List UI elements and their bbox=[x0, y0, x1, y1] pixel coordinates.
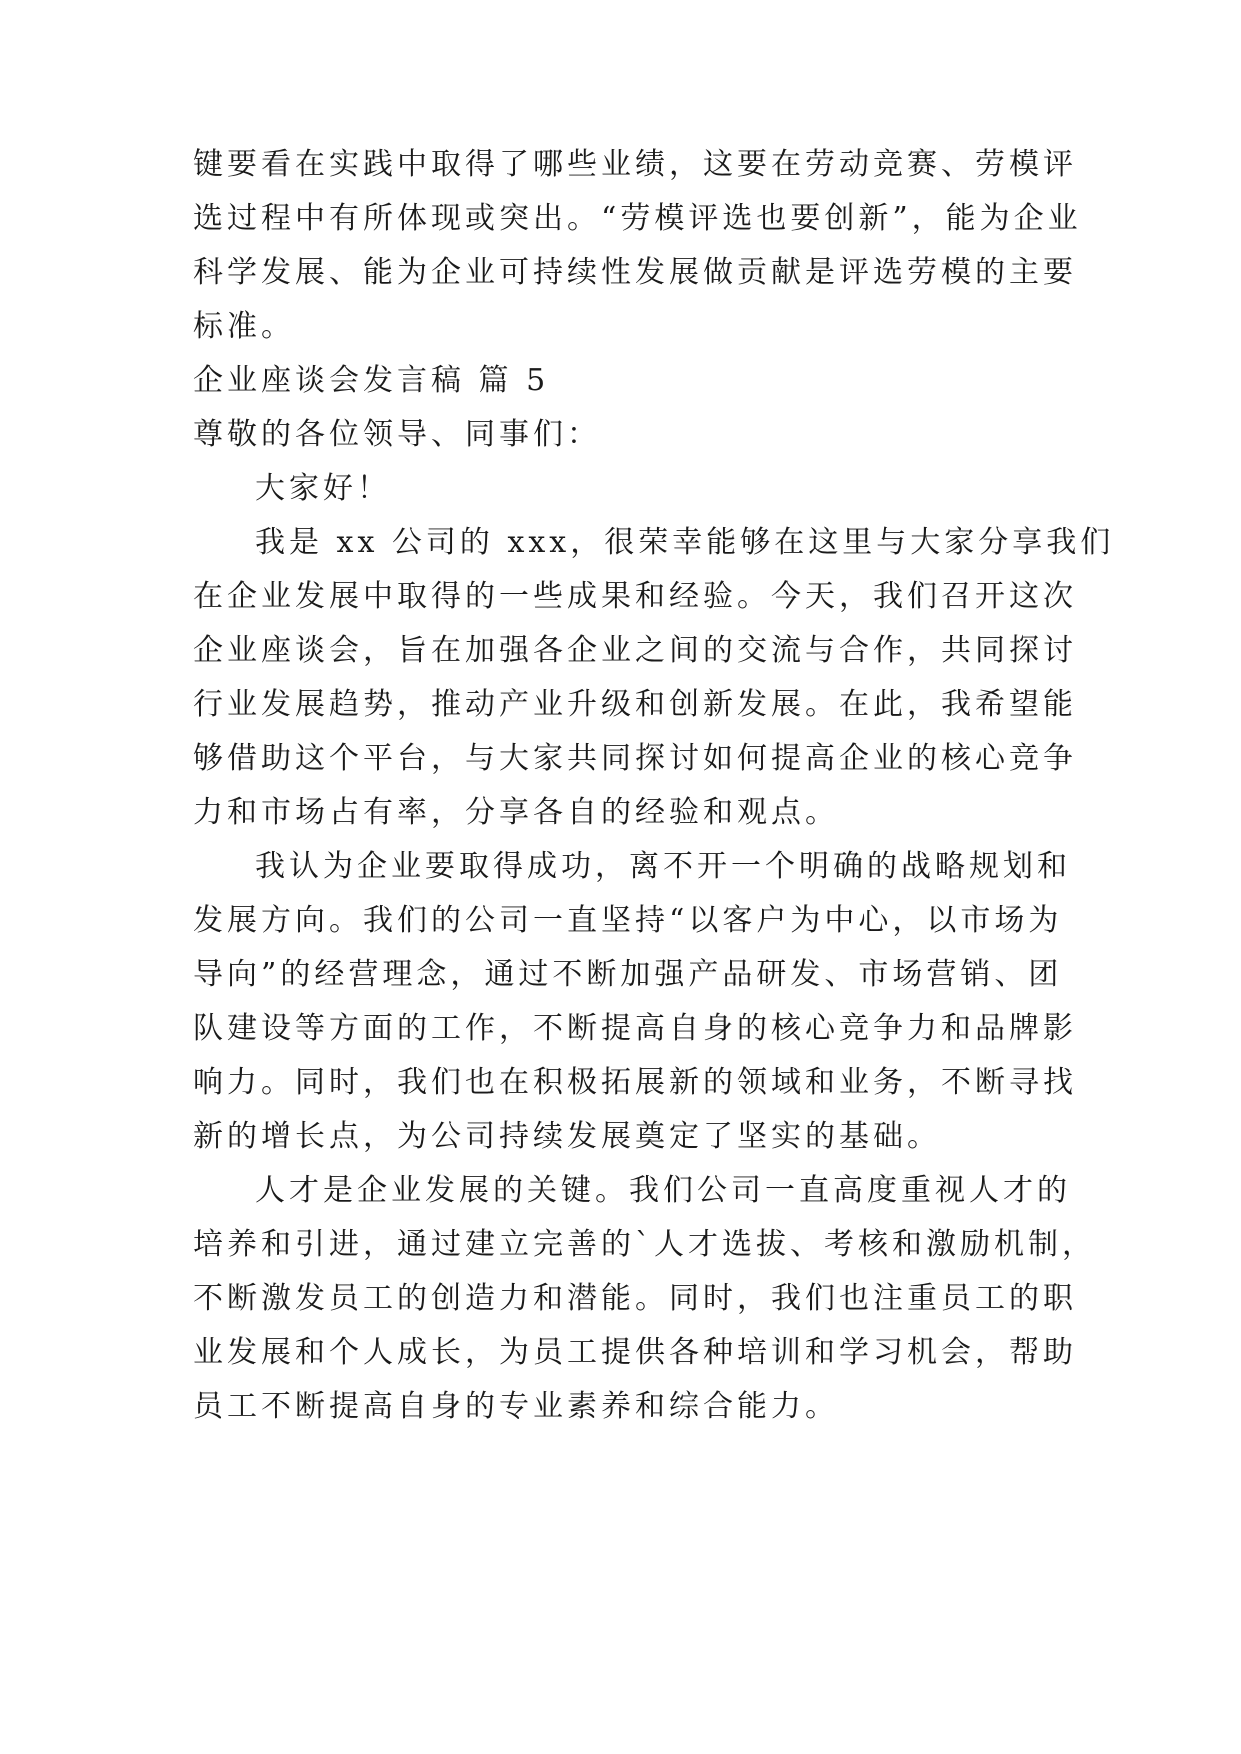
text-line: 选过程中有所体现或突出。“劳模评选也要创新”，能为企业 bbox=[193, 201, 1082, 236]
paragraph-line: 力和市场占有率，分享各自的经验和观点。 bbox=[193, 795, 839, 830]
paragraph-line: 人才是企业发展的关键。我们公司一直高度重视人才的 bbox=[255, 1173, 1071, 1208]
paragraph-line: 发展方向。我们的公司一直坚持“以客户为中心，以市场为 bbox=[193, 903, 1063, 938]
paragraph-line: 业发展和个人成长，为员工提供各种培训和学习机会，帮助 bbox=[193, 1335, 1077, 1370]
salutation: 尊敬的各位领导、同事们： bbox=[193, 417, 601, 452]
paragraph-line: 行业发展趋势，推动产业升级和创新发展。在此，我希望能 bbox=[193, 687, 1077, 722]
text-line: 键要看在实践中取得了哪些业绩，这要在劳动竞赛、劳模评 bbox=[193, 147, 1077, 182]
section-title: 企业座谈会发言稿 篇 5 bbox=[193, 363, 550, 398]
paragraph-line: 培养和引进，通过建立完善的`人才选拔、考核和激励机制， bbox=[193, 1227, 1096, 1262]
paragraph-line: 队建设等方面的工作，不断提高自身的核心竞争力和品牌影 bbox=[193, 1011, 1077, 1046]
paragraph-line: 新的增长点，为公司持续发展奠定了坚实的基础。 bbox=[193, 1119, 941, 1154]
paragraph-line: 响力。同时，我们也在积极拓展新的领域和业务，不断寻找 bbox=[193, 1065, 1077, 1100]
paragraph-line: 我是 xx 公司的 xxx，很荣幸能够在这里与大家分享我们 bbox=[255, 525, 1115, 560]
paragraph-line: 导向”的经营理念，通过不断加强产品研发、市场营销、团 bbox=[193, 957, 1063, 992]
paragraph-line: 够借助这个平台，与大家共同探讨如何提高企业的核心竞争 bbox=[193, 741, 1077, 776]
paragraph-line: 我认为企业要取得成功，离不开一个明确的战略规划和 bbox=[255, 849, 1071, 884]
paragraph-line: 员工不断提高自身的专业素养和综合能力。 bbox=[193, 1389, 839, 1424]
paragraph-line: 企业座谈会，旨在加强各企业之间的交流与合作，共同探讨 bbox=[193, 633, 1077, 668]
text-line: 科学发展、能为企业可持续性发展做贡献是评选劳模的主要 bbox=[193, 255, 1077, 290]
paragraph-line: 在企业发展中取得的一些成果和经验。今天，我们召开这次 bbox=[193, 579, 1077, 614]
greeting: 大家好！ bbox=[255, 471, 391, 506]
text-line: 标准。 bbox=[193, 309, 295, 344]
paragraph-line: 不断激发员工的创造力和潜能。同时，我们也注重员工的职 bbox=[193, 1281, 1077, 1316]
